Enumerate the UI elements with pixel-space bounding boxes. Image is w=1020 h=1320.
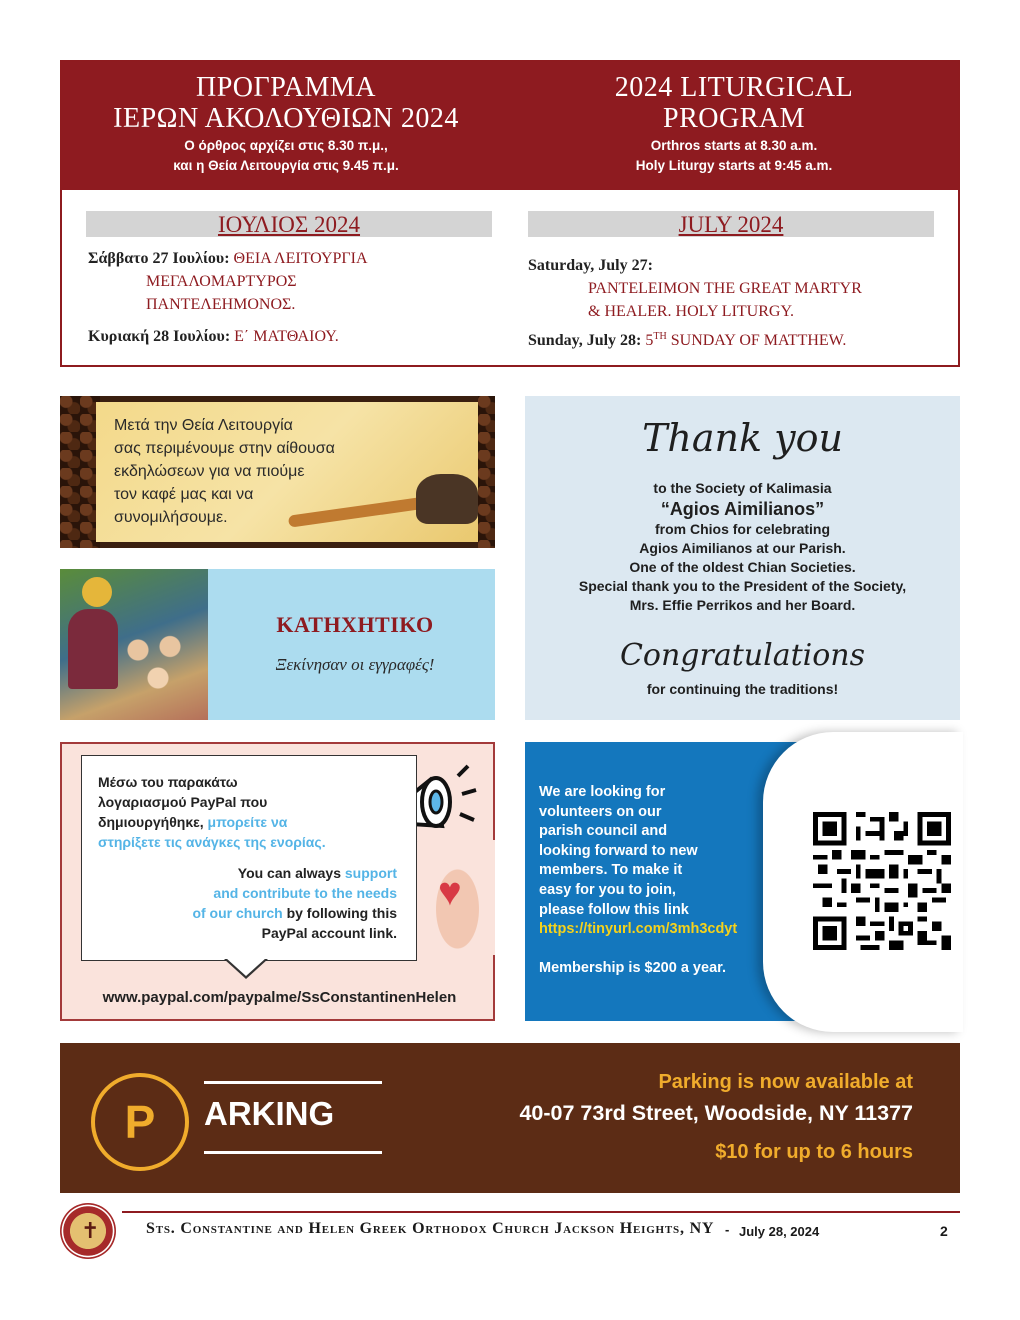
paypal-panel	[60, 742, 495, 1021]
paypal-english-text	[122, 863, 397, 943]
english-event-text: SUNDAY OF MATTHEW.	[666, 332, 847, 349]
greek-event-text: Ε΄ ΜΑΤΘΑΙΟΥ.	[234, 328, 339, 345]
volunteer-line: looking forward to new	[539, 842, 698, 859]
church-seal	[60, 1203, 116, 1259]
volunteer-line: easy for you to join,	[539, 881, 676, 898]
english-event-text: PANTELEIMON THE GREAT MARTYR	[588, 280, 862, 297]
coffee-line: σας περιμένουμε στην αίθουσα	[114, 440, 335, 457]
english-header	[510, 72, 958, 176]
catechism-title: ΚΑΤΗΧΗΤΙΚΟ	[276, 612, 434, 637]
thanks-line: Agios Aimilianos at our Parish.	[639, 540, 846, 556]
paypal-en-line: You can always	[237, 865, 341, 881]
coffee-beans-right	[478, 396, 495, 548]
thanks-line: to the Society of Kalimasia	[653, 480, 832, 496]
program-header	[62, 62, 958, 190]
divider-line	[204, 1151, 382, 1154]
english-title-line1: 2024 LITURGICAL	[614, 72, 854, 103]
greek-event-text: ΘΕΙΑ ΛΕΙΤΟΥΡΓΙΑ	[233, 250, 368, 267]
greek-subtitle-line2: και η Θεία Λειτουργία στις 9.45 π.μ.	[173, 158, 399, 173]
greek-header	[62, 72, 510, 176]
greek-event-day: Σάββατο 27 Ιουλίου:	[88, 250, 230, 267]
coffee-line: συνομιλήσουμε.	[114, 509, 228, 526]
catechism-subtitle: Ξεκίνησαν οι εγγραφές!	[275, 655, 435, 674]
english-month-bar: JULY 2024	[528, 211, 934, 237]
greek-subtitle-line1: Ο όρθρος αρχίζει στις 8.30 π.μ.,	[184, 138, 388, 153]
paypal-gr-line: λογαριασμού PayPal που	[98, 794, 268, 810]
catechism-banner	[60, 569, 495, 720]
thanks-line: from Chios for celebrating	[654, 521, 831, 537]
parking-price: $10 for up to 6 hours	[715, 1141, 913, 1163]
english-event-saturday	[528, 254, 948, 323]
coffee-hour-banner	[60, 396, 495, 548]
thanks-closing: for continuing the traditions!	[646, 681, 839, 697]
volunteer-line: please follow this link	[539, 901, 689, 918]
thank-you-panel	[525, 396, 960, 720]
coffee-pot-icon	[416, 474, 478, 524]
qr-code[interactable]	[813, 812, 951, 950]
volunteer-line: parish council and	[539, 823, 668, 840]
paypal-greek-text	[98, 772, 398, 852]
parking-banner	[60, 1043, 960, 1193]
thanks-line: Mrs. Effie Perrikos and her Board.	[629, 597, 856, 613]
thank-you-heading: Thank you	[642, 416, 843, 460]
greek-event-text: ΠΑΝΤΕΛΕΗΜΟΝΟΣ.	[146, 296, 296, 313]
robe-figure	[68, 609, 118, 689]
divider-line	[204, 1081, 382, 1084]
volunteer-line: We are looking for	[539, 784, 666, 800]
coffee-line: Μετά την Θεία Λειτουργία	[114, 417, 293, 434]
congratulations-heading: Congratulations	[619, 638, 866, 673]
heart-icon: ♥	[438, 870, 462, 914]
volunteer-line: volunteers on our	[539, 803, 662, 820]
paypal-gr-highlight: στηρίξετε τις ανάγκες της ενορίας.	[98, 834, 326, 850]
membership-text: Membership is $200 a year.	[539, 960, 726, 977]
english-subtitle-line2: Holy Liturgy starts at 9:45 a.m.	[635, 158, 833, 173]
society-name: “Agios Aimilianos”	[660, 499, 825, 519]
cross-icon: ✝	[81, 1218, 100, 1243]
footer-separator: -	[725, 1222, 730, 1237]
footer-church-name: Sts. Constantine and Helen Greek Orthodox Church Jackson Heights, NY	[146, 1220, 715, 1237]
english-event-sunday	[528, 325, 948, 352]
thanks-line: Special thank you to the President of the Society,	[578, 578, 907, 594]
english-event-day: Saturday, July 27:	[528, 257, 653, 274]
volunteer-panel	[525, 742, 960, 1021]
paypal-link[interactable]: www.paypal.com/paypalme/SsConstantinenHelen	[102, 989, 457, 1006]
children-figures	[122, 629, 202, 699]
halo-icon	[82, 577, 112, 607]
parking-available-text: Parking is now available at	[658, 1071, 913, 1093]
paypal-en-highlight: and contribute to the needs	[213, 885, 397, 901]
coffee-beans-left	[60, 396, 100, 548]
parking-address: 40-07 73rd Street, Woodside, NY 11377	[519, 1101, 913, 1125]
liturgical-program-box	[60, 60, 960, 367]
english-title-line2: PROGRAM	[663, 103, 805, 134]
paypal-en-line: by following this	[286, 905, 397, 921]
footer-date: July 28, 2024	[739, 1224, 820, 1239]
paypal-gr-line: Μέσω του παρακάτω	[98, 774, 238, 790]
greek-title-line2: ΙΕΡΩΝ ΑΚΟΛΟΥΘΙΩΝ 2024	[113, 103, 459, 134]
coffee-line: τον καφέ μας και να	[114, 486, 254, 503]
coffee-line: εκδηλώσεων για να πιούμε	[114, 463, 305, 480]
greek-event-saturday	[88, 247, 508, 316]
thank-you-body	[525, 479, 960, 615]
speech-bubble-tail-fill	[226, 958, 266, 976]
paypal-gr-highlight: μπορείτε να	[207, 814, 288, 830]
english-event-text: & HEALER. HOLY LITURGY.	[588, 303, 794, 320]
english-subtitle-line1: Orthros starts at 8.30 a.m.	[650, 138, 818, 153]
page-number: 2	[940, 1223, 948, 1239]
english-event-day: Sunday, July 28:	[528, 332, 642, 349]
english-event-sup: TH	[653, 331, 667, 342]
paypal-gr-line: δημιουργήθηκε,	[98, 814, 204, 830]
english-event-num: 5	[645, 332, 654, 349]
greek-event-day: Κυριακή 28 Ιουλίου:	[88, 328, 231, 345]
paypal-en-highlight: of our church	[192, 905, 283, 921]
greek-event-text: ΜΕΓΑΛΟΜΑΡΤΥΡΟΣ	[146, 273, 297, 290]
paypal-en-line: PayPal account link.	[261, 925, 397, 941]
parking-letter: P	[124, 1096, 156, 1148]
parking-word: ARKING	[204, 1095, 335, 1132]
christ-with-children-icon	[60, 569, 208, 720]
footer-divider	[122, 1211, 960, 1213]
volunteer-line: members. To make it	[539, 862, 683, 879]
volunteer-url[interactable]: https://tinyurl.com/3mh3cdyt	[539, 921, 738, 938]
greek-title-line1: ΠΡΟΓΡΑΜΜΑ	[196, 72, 376, 103]
thanks-line: One of the oldest Chian Societies.	[629, 559, 856, 575]
paypal-en-highlight: support	[344, 865, 397, 881]
volunteer-text	[539, 783, 769, 979]
greek-month-bar: ΙΟΥΛΙΟΣ 2024	[86, 211, 492, 237]
greek-event-sunday	[88, 325, 508, 348]
